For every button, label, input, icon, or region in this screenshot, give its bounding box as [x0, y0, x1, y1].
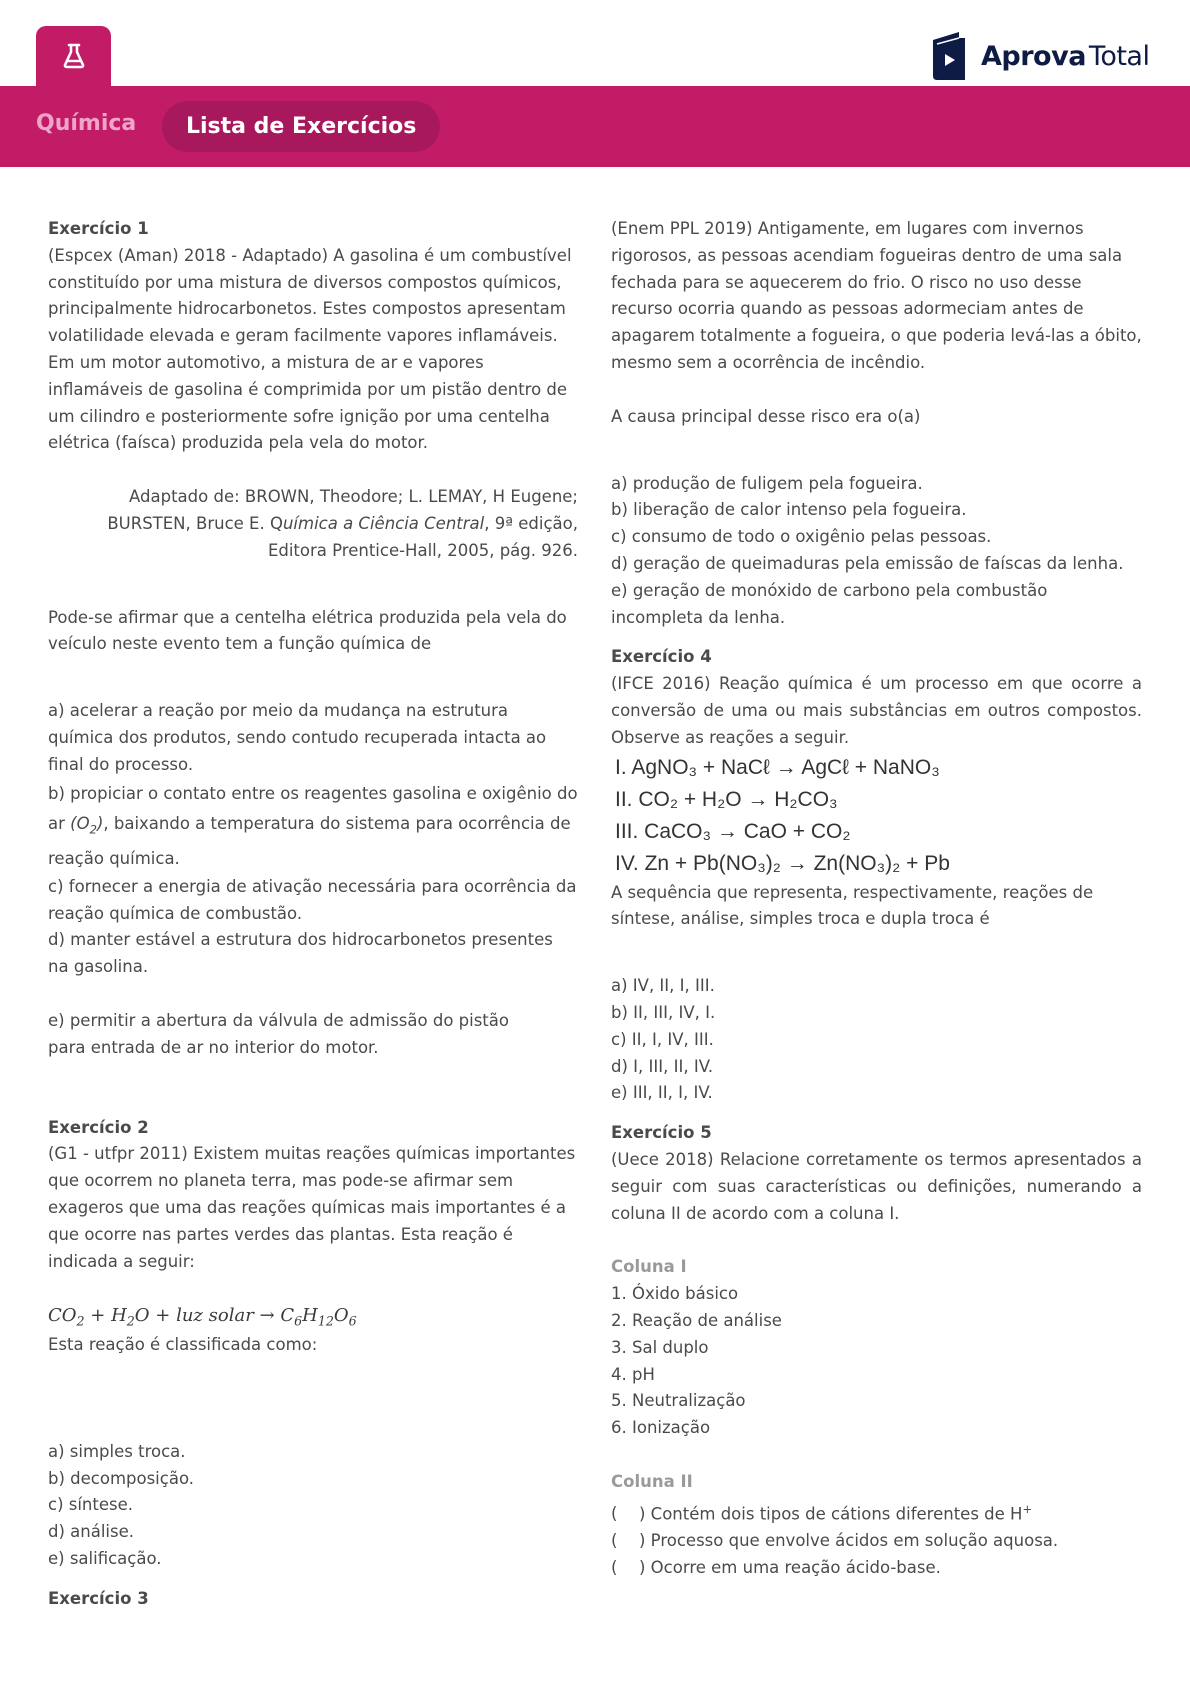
exercise-2-title: Exercício 2	[48, 1117, 149, 1137]
exercise-5-intro: (Uece 2018) Relacione corretamente os termos apresentados a seguir com suas características ou definições, numerando a coluna II de acordo com a coluna I.	[611, 1149, 1142, 1223]
exercise-4-title: Exercício 4	[611, 647, 712, 667]
photosynthesis-formula: $CO_2 + H_2O$ + luz solar → $C_6H_{12}O_6$	[48, 1305, 357, 1329]
exercise-4-question: A sequência que representa, respectivamente, reações de síntese, análise, simples troca e dupla troca é	[611, 882, 1094, 929]
exercise-2-question: Esta reação é classificada como:	[48, 1335, 318, 1354]
column-1-item: 3. Sal duplo	[611, 1337, 709, 1357]
exercise-1-intro-2: Em um motor automotivo, a mistura de ar e vapores inflamáveis de gasolina é comprimida por um pistão dentro de um cilindro e posteriormente sofre ignição por uma centelha elétrica (faísca) produzida pela vela do motor.	[48, 352, 568, 453]
column-2-heading: Coluna II	[611, 1471, 693, 1491]
exercise-1-title: Exercício 1	[48, 219, 149, 238]
exercise-4-option-b[interactable]: b) II, III, IV, I.	[611, 1002, 716, 1022]
book-play-icon	[931, 30, 967, 82]
exercise-1-option-c[interactable]: c) fornecer a energia de ativação necessária para ocorrência da reação química de combustão.	[48, 876, 577, 923]
exercise-3-option-b[interactable]: b) liberação de calor intenso pela fogueira.	[611, 500, 967, 520]
exercise-1-intro: (Espcex (Aman) 2018 - Adaptado) A gasolina é um combustível constituído por uma mistura de diversos compostos químicos, principalmente hidrocarbonetos. Estes compostos apresentam volatilidade elevada e geram facilmente vapores inflamáveis.	[48, 245, 572, 346]
exercise-2-option-d[interactable]: d) análise.	[48, 1522, 134, 1542]
exercise-3-question: A causa principal desse risco era o(a)	[611, 406, 921, 426]
column-1-item: 5. Neutralização	[611, 1391, 746, 1411]
header-bar	[0, 86, 1190, 167]
right-column	[611, 216, 1142, 1582]
reaction-1: I. AgNO₃ + NaCℓ → AgCℓ + NaNO₃	[615, 755, 940, 779]
reactions-list	[611, 752, 1142, 880]
left-column	[48, 216, 578, 1613]
exercise-1-question: Pode-se afirmar que a centelha elétrica produzida pela vela do veículo neste evento tem a função química de	[48, 607, 567, 654]
exercise-1-citation: Adaptado de: BROWN, Theodore; L. LEMAY, H Eugene; BURSTEN, Bruce E. Química a Ciência Central, 9ª edição, Editora Prentice-Hall, 2005, pág. 926.	[107, 487, 578, 560]
exercise-2-option-b[interactable]: b) decomposição.	[48, 1468, 195, 1488]
exercise-2-option-c[interactable]: c) síntese.	[48, 1495, 134, 1515]
exercise-4-intro: (IFCE 2016) Reação química é um processo em que ocorre a conversão de uma ou mais substâncias em outros compostos. Observe as reações a seguir.	[611, 674, 1142, 747]
column-1-item: 2. Reação de análise	[611, 1310, 782, 1330]
column-2-item[interactable]: ( ) Processo que envolve ácidos em solução aquosa.	[611, 1530, 1059, 1550]
flask-icon	[62, 43, 86, 69]
subject-breadcrumb[interactable]: Química	[36, 111, 137, 136]
exercise-2-intro: (G1 - utfpr 2011) Existem muitas reações químicas importantes que ocorrem no planeta terra, mas pode-se afirmar sem exageros que uma das reações químicas mais importantes é a que ocorre nas partes verdes das plantas. Esta reação é indicada a seguir:	[48, 1144, 576, 1271]
exercise-3-option-d[interactable]: d) geração de queimaduras pela emissão de faíscas da lenha.	[611, 553, 1124, 573]
reaction-2: II. CO₂ + H₂O → H₂CO₃	[615, 787, 838, 811]
reaction-4: IV. Zn + Pb(NO₃)₂ → Zn(NO₃)₂ + Pb	[615, 851, 950, 875]
column-1-heading: Coluna I	[611, 1257, 687, 1277]
column-1-item: 4. pH	[611, 1364, 655, 1384]
column-2-item[interactable]: ( ) Contém dois tipos de cátions diferentes de H+	[611, 1501, 1033, 1524]
reaction-3: III. CaCO₃ → CaO + CO₂	[615, 819, 851, 843]
exercise-2-option-a[interactable]: a) simples troca.	[48, 1441, 186, 1461]
exercise-1-option-b[interactable]: b) propiciar o contato entre os reagentes gasolina e oxigênio do ar $(O_2)$, baixando a temperatura do sistema para ocorrência de reação química.	[48, 783, 578, 868]
exercise-3-option-c[interactable]: c) consumo de todo o oxigênio pelas pessoas.	[611, 527, 992, 547]
exercise-4-option-d[interactable]: d) I, III, II, IV.	[611, 1056, 714, 1076]
aprova-total-logo[interactable]	[931, 30, 1149, 82]
section-pill[interactable]: Lista de Exercícios	[162, 101, 440, 152]
exercise-3-option-e[interactable]: e) geração de monóxido de carbono pela combustão incompleta da lenha.	[611, 580, 1048, 627]
exercise-3-option-a[interactable]: a) produção de fuligem pela fogueira.	[611, 473, 923, 493]
subject-tab[interactable]	[36, 26, 111, 86]
exercise-3-title: Exercício 3	[48, 1588, 149, 1608]
exercise-5-title: Exercício 5	[611, 1123, 712, 1143]
exercise-3-intro: (Enem PPL 2019) Antigamente, em lugares com invernos rigorosos, as pessoas acendiam fogueiras dentro de uma sala fechada para se aquecerem do frio. O risco no uso desse recurso ocorria quando as pessoas adormeciam antes de apagarem totalmente a fogueira, o que poderia levá-las a óbito, mesmo sem a ocorrência de incêndio.	[611, 219, 1142, 372]
exercise-1-option-e[interactable]: e) permitir a abertura da válvula de admissão do pistão para entrada de ar no interior do motor.	[48, 1011, 509, 1057]
column-2-item[interactable]: ( ) Ocorre em uma reação ácido-base.	[611, 1557, 941, 1577]
exercise-4-option-a[interactable]: a) IV, II, I, III.	[611, 976, 715, 996]
exercise-1-option-d[interactable]: d) manter estável a estrutura dos hidrocarbonetos presentes na gasolina.	[48, 930, 553, 977]
exercise-4-option-e[interactable]: e) III, II, I, IV.	[611, 1083, 713, 1103]
column-1-item: 6. Ionização	[611, 1418, 711, 1438]
exercise-2-option-e[interactable]: e) salificação.	[48, 1548, 162, 1568]
logo-text: Aprova Total	[981, 40, 1150, 72]
exercise-1-option-a[interactable]: a) acelerar a reação por meio da mudança na estrutura química dos produtos, sendo contudo recuperada intacta ao final do processo.	[48, 701, 547, 774]
column-1-item: 1. Óxido básico	[611, 1284, 739, 1304]
exercise-4-option-c[interactable]: c) II, I, IV, III.	[611, 1029, 714, 1049]
